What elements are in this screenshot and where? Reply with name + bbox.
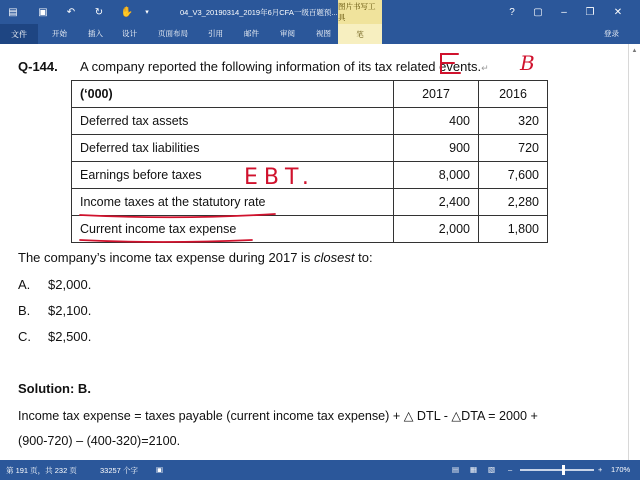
status-bar xyxy=(0,460,640,480)
page-count[interactable]: 第 191 页，共 232 页 xyxy=(6,466,77,475)
minimize-icon[interactable]: – xyxy=(561,6,567,18)
table-row xyxy=(72,162,548,189)
zoom-out-icon[interactable]: – xyxy=(508,465,513,474)
question-text xyxy=(80,59,489,74)
table-cell: 900 xyxy=(394,135,479,162)
tab-review[interactable]: 审阅 xyxy=(280,29,295,38)
solution-line-1: Income tax expense = taxes payable (current income tax expense) + △ DTL - △DTA = 2000 + xyxy=(18,409,538,423)
save-icon[interactable]: ▣ xyxy=(38,6,48,18)
paragraph-mark-icon: ↵ xyxy=(481,63,489,73)
table-row xyxy=(72,216,548,243)
table-cell: 720 xyxy=(479,135,548,162)
vertical-scrollbar-track[interactable] xyxy=(628,44,629,460)
table-cell: Earnings before taxes xyxy=(72,162,394,189)
table-row xyxy=(72,135,548,162)
tab-home[interactable]: 开始 xyxy=(52,29,67,38)
option-c-letter: C. xyxy=(18,329,31,344)
prompt-text-pre: The company’s income tax expense during 2017 is xyxy=(18,250,315,265)
login-link[interactable]: 登录 xyxy=(604,29,619,38)
ribbon-tabs xyxy=(0,24,640,44)
tab-insert[interactable]: 插入 xyxy=(88,29,103,38)
word-app-icon[interactable]: ▤ xyxy=(8,6,18,18)
solution-heading: Solution: B. xyxy=(18,381,91,396)
question-number: Q-144. xyxy=(18,59,58,74)
prompt-text-post: to: xyxy=(354,250,373,265)
tab-layout[interactable]: 页面布局 xyxy=(158,29,188,38)
table-cell: 1,800 xyxy=(479,216,548,243)
table-cell: 2,280 xyxy=(479,189,548,216)
restore-icon[interactable]: ❐ xyxy=(585,6,595,18)
option-b-text: $2,100. xyxy=(48,303,92,318)
question-prompt xyxy=(18,250,373,265)
table-cell: 8,000 xyxy=(394,162,479,189)
table-cell: 400 xyxy=(394,108,479,135)
close-icon[interactable]: ✕ xyxy=(613,6,623,18)
table-cell: 7,600 xyxy=(479,162,548,189)
table-cell: 2,000 xyxy=(394,216,479,243)
solution-line-2: (900-720) – (400-320)=2100. xyxy=(18,434,181,448)
table-cell: 2017 xyxy=(394,81,479,108)
word-count[interactable]: 33257 个字 xyxy=(100,466,138,475)
option-a-letter: A. xyxy=(18,277,31,292)
zoom-in-icon[interactable]: + xyxy=(598,465,603,474)
quick-access-dropdown-icon[interactable]: ▾ xyxy=(145,9,149,16)
scroll-up-icon[interactable]: ▲ xyxy=(631,47,638,54)
table-cell: Current income tax expense xyxy=(72,216,394,243)
table-cell: 2016 xyxy=(479,81,548,108)
web-layout-icon[interactable]: ▧ xyxy=(488,465,496,474)
zoom-slider[interactable] xyxy=(520,469,594,471)
table-header-row xyxy=(72,81,548,108)
table-cell: Deferred tax liabilities xyxy=(72,135,394,162)
table-cell: Deferred tax assets xyxy=(72,108,394,135)
ink-b-mark: B xyxy=(520,51,535,75)
tab-design[interactable]: 设计 xyxy=(122,29,137,38)
context-tool-label: 图片书写工具 xyxy=(338,0,382,24)
tab-file[interactable]: 文件 xyxy=(0,24,38,44)
table-cell: (‘000) xyxy=(72,81,394,108)
option-a-text: $2,000. xyxy=(48,277,92,292)
ribbon-display-icon[interactable]: ▢ xyxy=(533,6,543,18)
option-b-letter: B. xyxy=(18,303,31,318)
window-title: 04_V3_20190314_2019年6月CFA一级百题预... xyxy=(180,8,338,17)
tab-view[interactable]: 视图 xyxy=(316,29,331,38)
question-text-content: A company reported the following information of its tax related events. xyxy=(80,59,482,74)
proofing-icon[interactable]: ▣ xyxy=(156,465,164,474)
option-c-text: $2,500. xyxy=(48,329,92,344)
touch-mode-icon[interactable]: ✋ xyxy=(120,6,134,18)
table-cell: 320 xyxy=(479,108,548,135)
title-bar xyxy=(0,0,640,24)
read-mode-icon[interactable]: ▤ xyxy=(452,465,460,474)
table-cell: Income taxes at the statutory rate xyxy=(72,189,394,216)
ink-ebt-note: EBT. xyxy=(244,165,315,190)
help-icon[interactable]: ? xyxy=(509,6,515,18)
tax-data-table xyxy=(71,80,548,243)
zoom-slider-thumb[interactable] xyxy=(562,465,565,475)
redo-icon[interactable]: ↻ xyxy=(94,6,104,18)
undo-icon[interactable]: ↶ xyxy=(66,6,76,18)
table-row xyxy=(72,189,548,216)
table-cell: 2,400 xyxy=(394,189,479,216)
tab-pen[interactable]: 笔 xyxy=(338,24,382,44)
zoom-level[interactable]: 170% xyxy=(611,465,631,474)
tab-mailings[interactable]: 邮件 xyxy=(244,29,259,38)
prompt-text-emphasis: closest xyxy=(314,250,355,265)
print-layout-icon[interactable]: ▦ xyxy=(470,465,478,474)
table-row xyxy=(72,108,548,135)
tab-references[interactable]: 引用 xyxy=(208,29,223,38)
